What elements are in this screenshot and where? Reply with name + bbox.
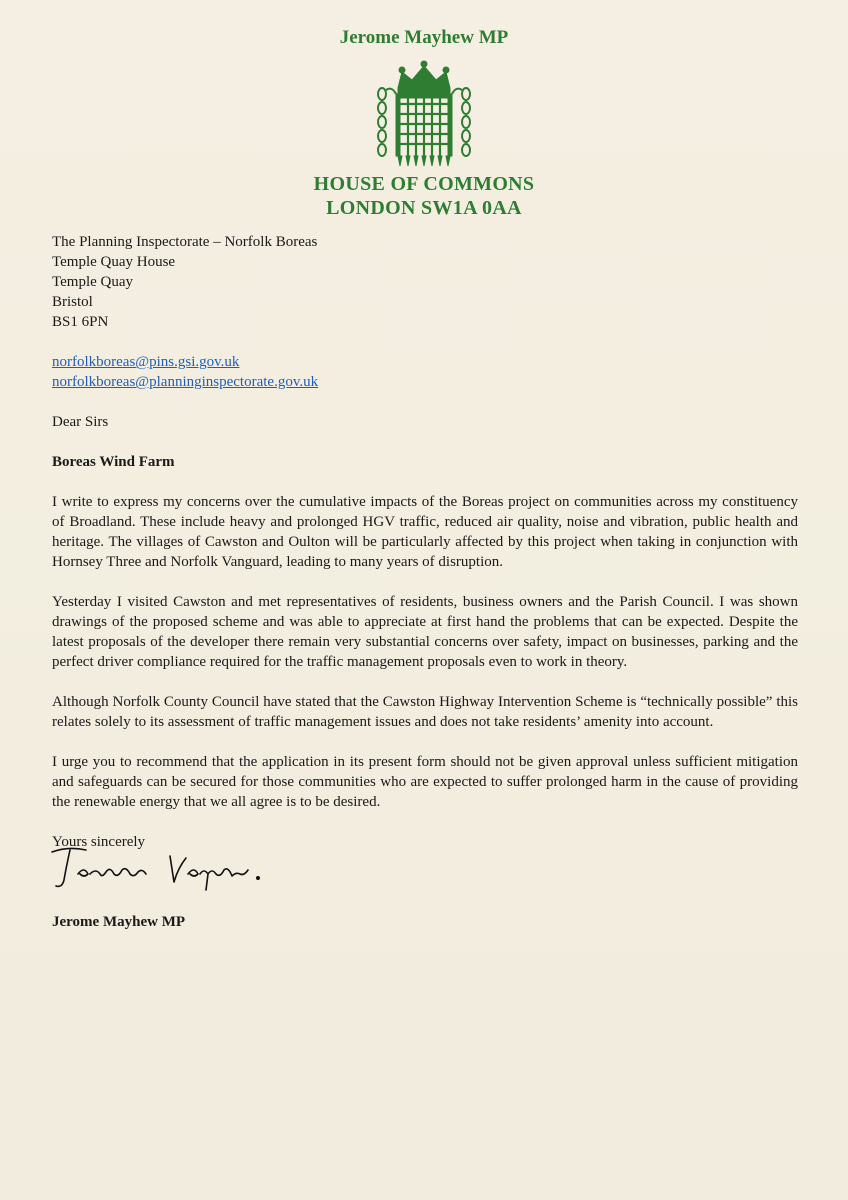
recipient-line: The Planning Inspectorate – Norfolk Boreas <box>52 234 318 250</box>
letterhead-name: Jerome Mayhew MP <box>339 27 509 48</box>
paragraph: Although Norfolk County Council have stated that the Cawston Highway Intervention Scheme is “technically possible” this relates solely to its assessment of traffic management issues and does not take residents’ amenity into account. <box>52 694 798 730</box>
letter-body <box>52 232 798 852</box>
email-links <box>52 352 798 392</box>
paragraph: I urge you to recommend that the application in its present form should not be given approval unless sufficient mitigation and safeguards can be secured for those communities who are expected to suffer prolonged harm in the cause of providing the renewable energy that we all agree is to be desired. <box>52 754 798 810</box>
email-link-planning[interactable]: norfolkboreas@planninginspectorate.gov.uk <box>52 374 319 390</box>
paragraph: Yesterday I visited Cawston and met representatives of residents, business owners and the Parish Council. I was shown drawings of the proposed scheme and was able to appreciate at first hand the problems that can be expected. Despite the latest proposals of the developer there remain very substantial concerns over safety, impact on businesses, parking and the perfect driver compliance required for the traffic management proposals even to work in theory. <box>52 594 798 670</box>
recipient-line: Temple Quay House <box>52 254 176 270</box>
recipient-address <box>52 232 798 332</box>
closing: Yours sincerely <box>52 834 146 850</box>
salutation: Dear Sirs <box>52 414 109 430</box>
letterhead-house: HOUSE OF COMMONS <box>313 173 535 195</box>
signature-image <box>48 838 278 898</box>
subject-heading: Boreas Wind Farm <box>52 454 175 470</box>
email-link-pins[interactable]: norfolkboreas@pins.gsi.gov.uk <box>52 354 240 370</box>
recipient-line: BS1 6PN <box>52 314 109 330</box>
letterhead-address: LONDON SW1A 0AA <box>326 197 522 219</box>
recipient-line: Bristol <box>52 294 93 310</box>
portcullis-icon <box>368 58 480 174</box>
paragraph: I write to express my concerns over the cumulative impacts of the Boreas project on communities across my constituency of Broadland. These include heavy and prolonged HGV traffic, reduced air quality, noise and vibration, public health and heritage. The villages of Cawston and Oulton will be particularly affected by this project when taking in conjunction with Hornsey Three and Norfolk Vanguard, leading to many years of disruption. <box>52 494 798 570</box>
recipient-line: Temple Quay <box>52 274 134 290</box>
signer-name: Jerome Mayhew MP <box>52 914 186 930</box>
